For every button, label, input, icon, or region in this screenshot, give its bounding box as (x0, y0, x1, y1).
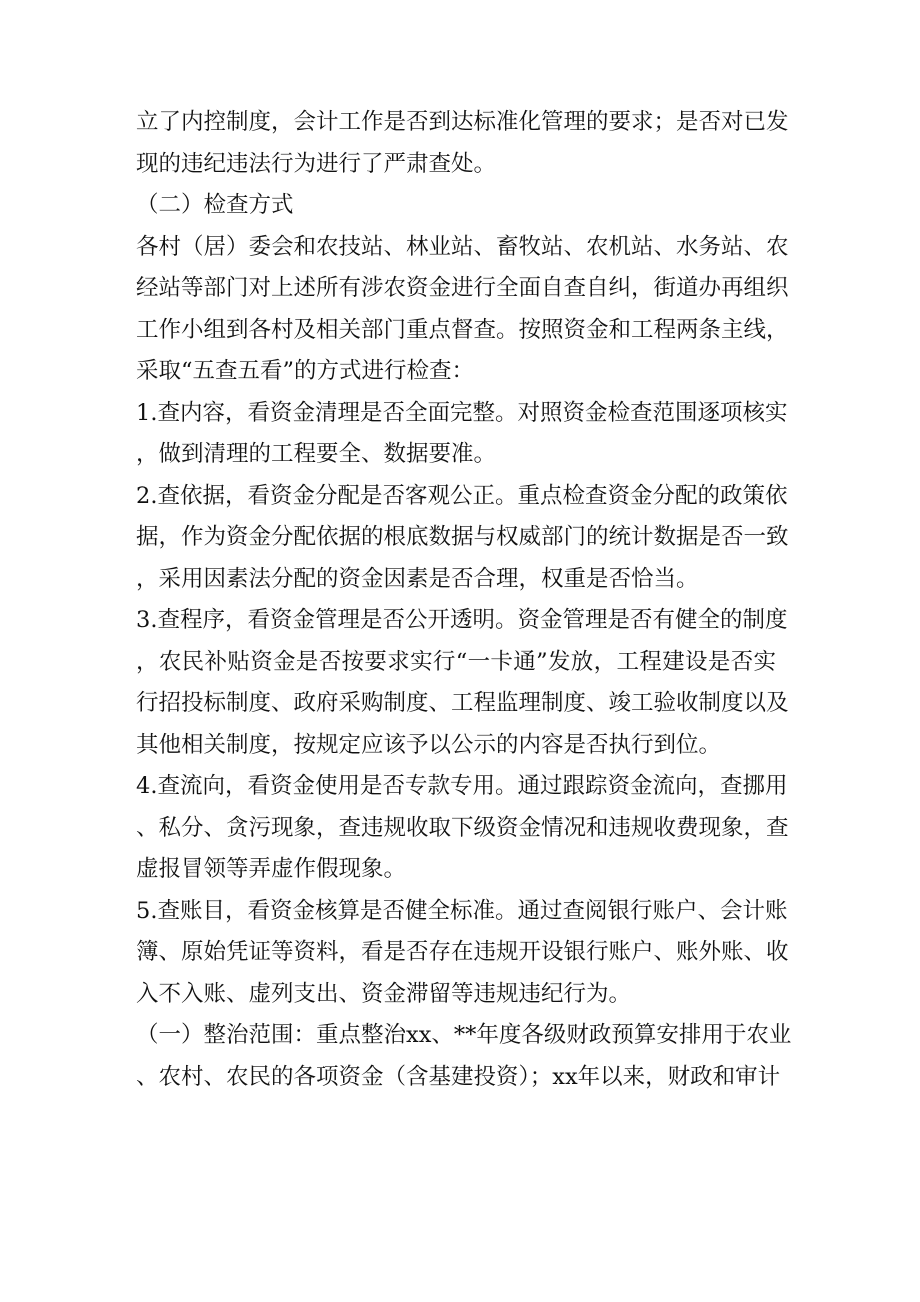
text-line: 经站等部门对上述所有涉农资金进行全面自查自纠，街道办再组织 (136, 275, 789, 301)
text-line: 入不入账、虚列支出、资金滞留等违规违纪行为。 (136, 980, 632, 1007)
text-line: 簿、原始凭证等资料，看是否存在违规开设银行账户、账外账、收 (136, 939, 789, 965)
list-item-1: 1.查内容，看资金清理是否全面完整。对照资金检查范围逐项核实 (136, 399, 788, 426)
section-heading: （一）整治范围：重点整治xx、**年度各级财政预算安排用于农业 (136, 1022, 792, 1048)
list-item-4: 4.查流向，看资金使用是否专款专用。通过跟踪资金流向，查挪用 (136, 773, 788, 799)
text-line: 据，作为资金分配依据的根底数据与权威部门的统计数据是否一致 (136, 524, 789, 550)
text-line: 、农村、农民的各项资金（含基建投资）；xx年以来，财政和审计 (136, 1063, 781, 1090)
text-line: 采取“五查五看”的方式进行检查： (136, 358, 475, 384)
document-body (136, 102, 792, 1098)
list-item-3: 3.查程序，看资金管理是否公开透明。资金管理是否有健全的制度 (136, 607, 788, 633)
text-line: ，农民补贴资金是否按要求实行“一卡通”发放，工程建设是否实 (136, 648, 776, 675)
list-item-2: 2.查依据，看资金分配是否客观公正。重点检查资金分配的政策依 (136, 482, 788, 509)
text-line: ，采用因素法分配的资金因素是否合理，权重是否恰当。 (136, 565, 699, 592)
text-line: 立了内控制度，会计工作是否到达标准化管理的要求；是否对已发 (136, 109, 789, 135)
text-line: 行招投标制度、政府采购制度、工程监理制度、竣工验收制度以及 (136, 690, 789, 716)
text-line: 各村（居）委会和农技站、林业站、畜牧站、农机站、水务站、农 (136, 233, 789, 260)
text-line: 虚报冒领等弄虚作假现象。 (136, 856, 407, 882)
text-line: 其他相关制度，按规定应该予以公示的内容是否执行到位。 (136, 731, 722, 758)
text-line: ，做到清理的工程要全、数据要准。 (136, 441, 497, 467)
text-line: 工作小组到各村及相关部门重点督查。按照资金和工程两条主线， (136, 316, 789, 343)
list-item-5: 5.查账目，看资金核算是否健全标准。通过查阅银行账户、会计账 (136, 897, 788, 924)
section-heading: （二）检查方式 (136, 192, 294, 218)
text-line: 现的违纪违法行为进行了严肃查处。 (136, 150, 497, 177)
text-line: 、私分、贪污现象，查违规收取下级资金情况和违规收费现象，查 (136, 814, 789, 841)
